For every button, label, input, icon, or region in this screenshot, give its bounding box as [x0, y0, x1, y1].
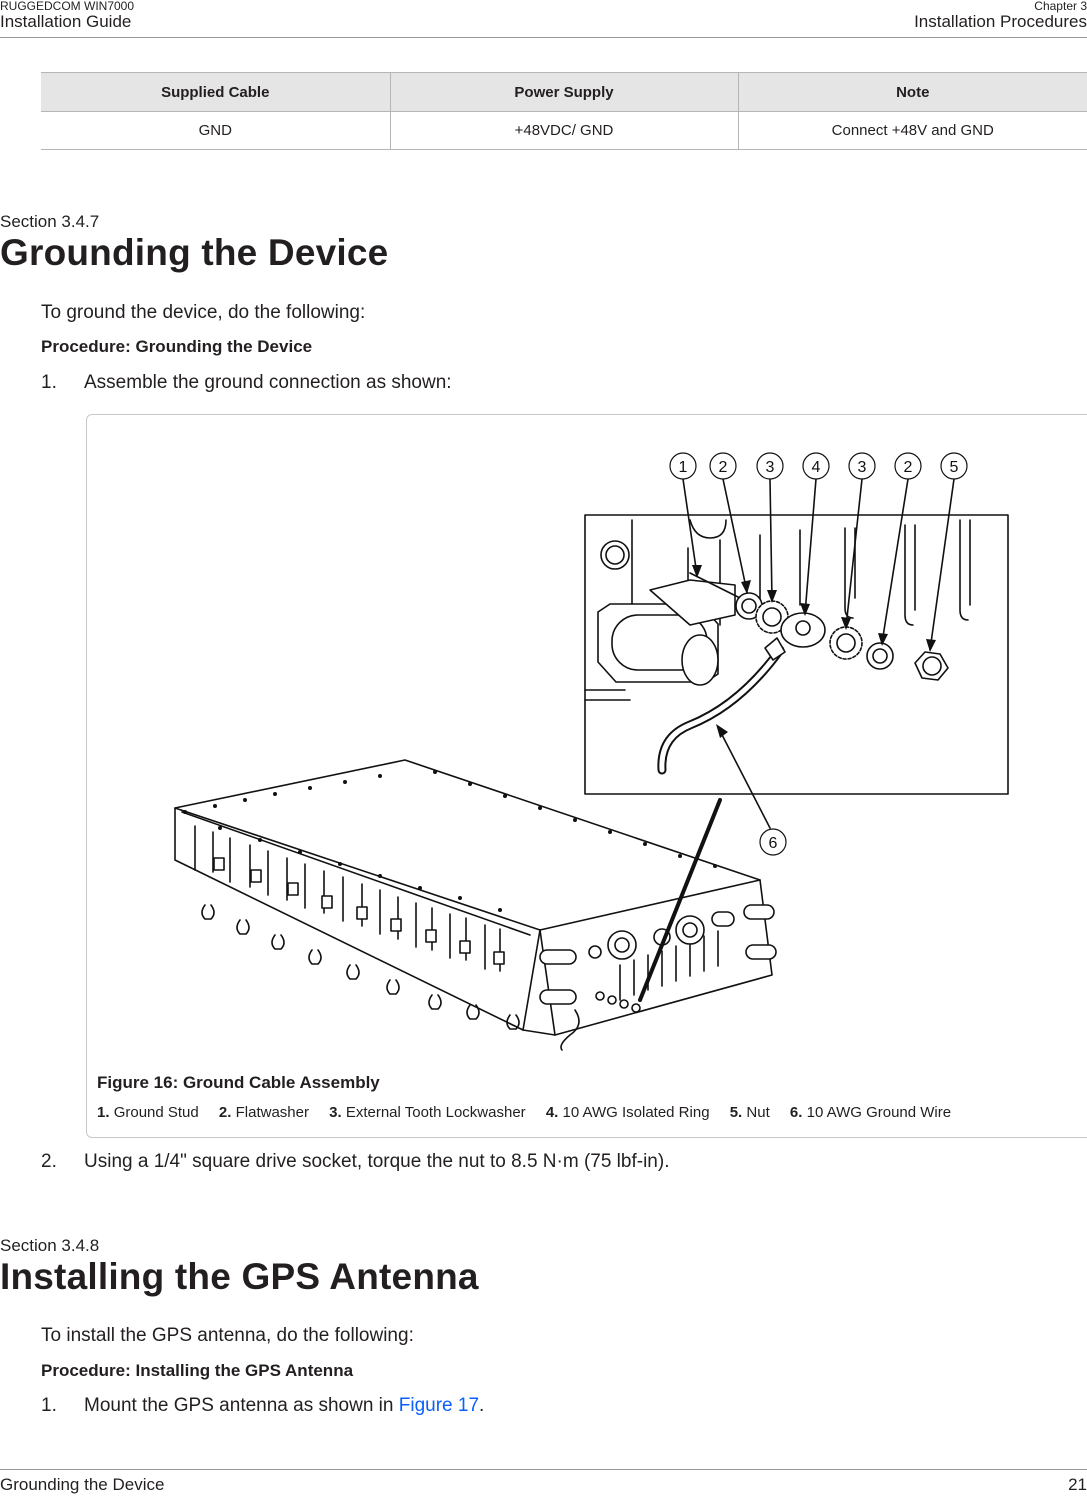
section-title: Installing the GPS Antenna — [0, 1256, 479, 1297]
device-chassis-drawing — [175, 760, 776, 1050]
callout-label: 4 — [811, 459, 821, 476]
legend-label: External Tooth Lockwasher — [345, 1104, 526, 1121]
callout-label: 1 — [678, 459, 688, 476]
legend-label: 10 AWG Isolated Ring — [562, 1104, 710, 1121]
footer-section: Grounding the Device — [0, 1475, 165, 1494]
step-text: Assemble the ground connection as shown: — [84, 372, 452, 393]
figure-legend — [97, 1104, 967, 1121]
column-header: Note — [738, 73, 1087, 112]
step-text-prefix: Mount the GPS antenna as shown in — [84, 1395, 399, 1416]
procedure-title: Procedure: Grounding the Device — [41, 337, 313, 356]
callout-label: 3 — [765, 459, 775, 476]
table-cell: +48VDC/ GND — [390, 112, 738, 150]
column-header: Power Supply — [390, 73, 738, 112]
legend-number: 3. — [329, 1104, 342, 1121]
legend-item — [790, 1104, 951, 1121]
figure-17-link[interactable]: Figure 17 — [398, 1395, 480, 1416]
legend-label: Nut — [746, 1104, 770, 1121]
legend-item — [546, 1104, 710, 1121]
legend-number: 5. — [729, 1104, 743, 1121]
legend-item — [97, 1104, 199, 1121]
step-number: 2. — [41, 1151, 57, 1172]
legend-number: 2. — [218, 1104, 232, 1121]
callout-label: 2 — [718, 459, 728, 476]
legend-number: 1. — [97, 1104, 110, 1121]
legend-item — [219, 1104, 309, 1121]
callout-label: 2 — [903, 459, 913, 476]
step-text — [84, 1395, 484, 1417]
section-number: Section 3.4.8 — [0, 1236, 100, 1255]
procedure-title: Procedure: Installing the GPS Antenna — [41, 1361, 354, 1380]
step-number: 1. — [41, 372, 57, 393]
step-text-suffix: . — [479, 1395, 485, 1416]
intro-text: To ground the device, do the following: — [41, 302, 366, 323]
step-text: Using a 1/4" square drive socket, torque the nut to 8.5 N·m (75 lbf-in). — [84, 1151, 670, 1172]
step-number: 1. — [41, 1395, 57, 1416]
callout-label: 6 — [768, 835, 778, 852]
legend-item — [730, 1104, 770, 1121]
legend-label: Ground Stud — [113, 1104, 199, 1121]
table-cell: GND — [41, 112, 390, 150]
legend-label: 10 AWG Ground Wire — [806, 1104, 952, 1121]
chapter-number: Chapter 3 — [1034, 0, 1087, 13]
product-name: RUGGEDCOM WIN7000 — [0, 0, 135, 13]
legend-item — [329, 1104, 526, 1121]
document-title: Installation Guide — [0, 12, 132, 31]
column-header: Supplied Cable — [41, 73, 390, 112]
section-title: Grounding the Device — [0, 232, 389, 273]
footer-rule — [0, 1469, 1087, 1470]
section-number: Section 3.4.7 — [0, 212, 100, 231]
page-number: 21 — [1068, 1475, 1087, 1494]
chapter-title: Installation Procedures — [914, 12, 1087, 31]
callout-label: 5 — [949, 459, 959, 476]
legend-number: 6. — [789, 1104, 803, 1121]
legend-number: 4. — [545, 1104, 559, 1121]
callout-label: 3 — [857, 459, 867, 476]
figure-caption: Figure 16: Ground Cable Assembly — [97, 1073, 380, 1092]
inset-detail-drawing — [585, 515, 1008, 794]
table-cell: Connect +48V and GND — [738, 112, 1087, 150]
intro-text: To install the GPS antenna, do the following: — [41, 1325, 414, 1346]
legend-label: Flatwasher — [235, 1104, 309, 1121]
